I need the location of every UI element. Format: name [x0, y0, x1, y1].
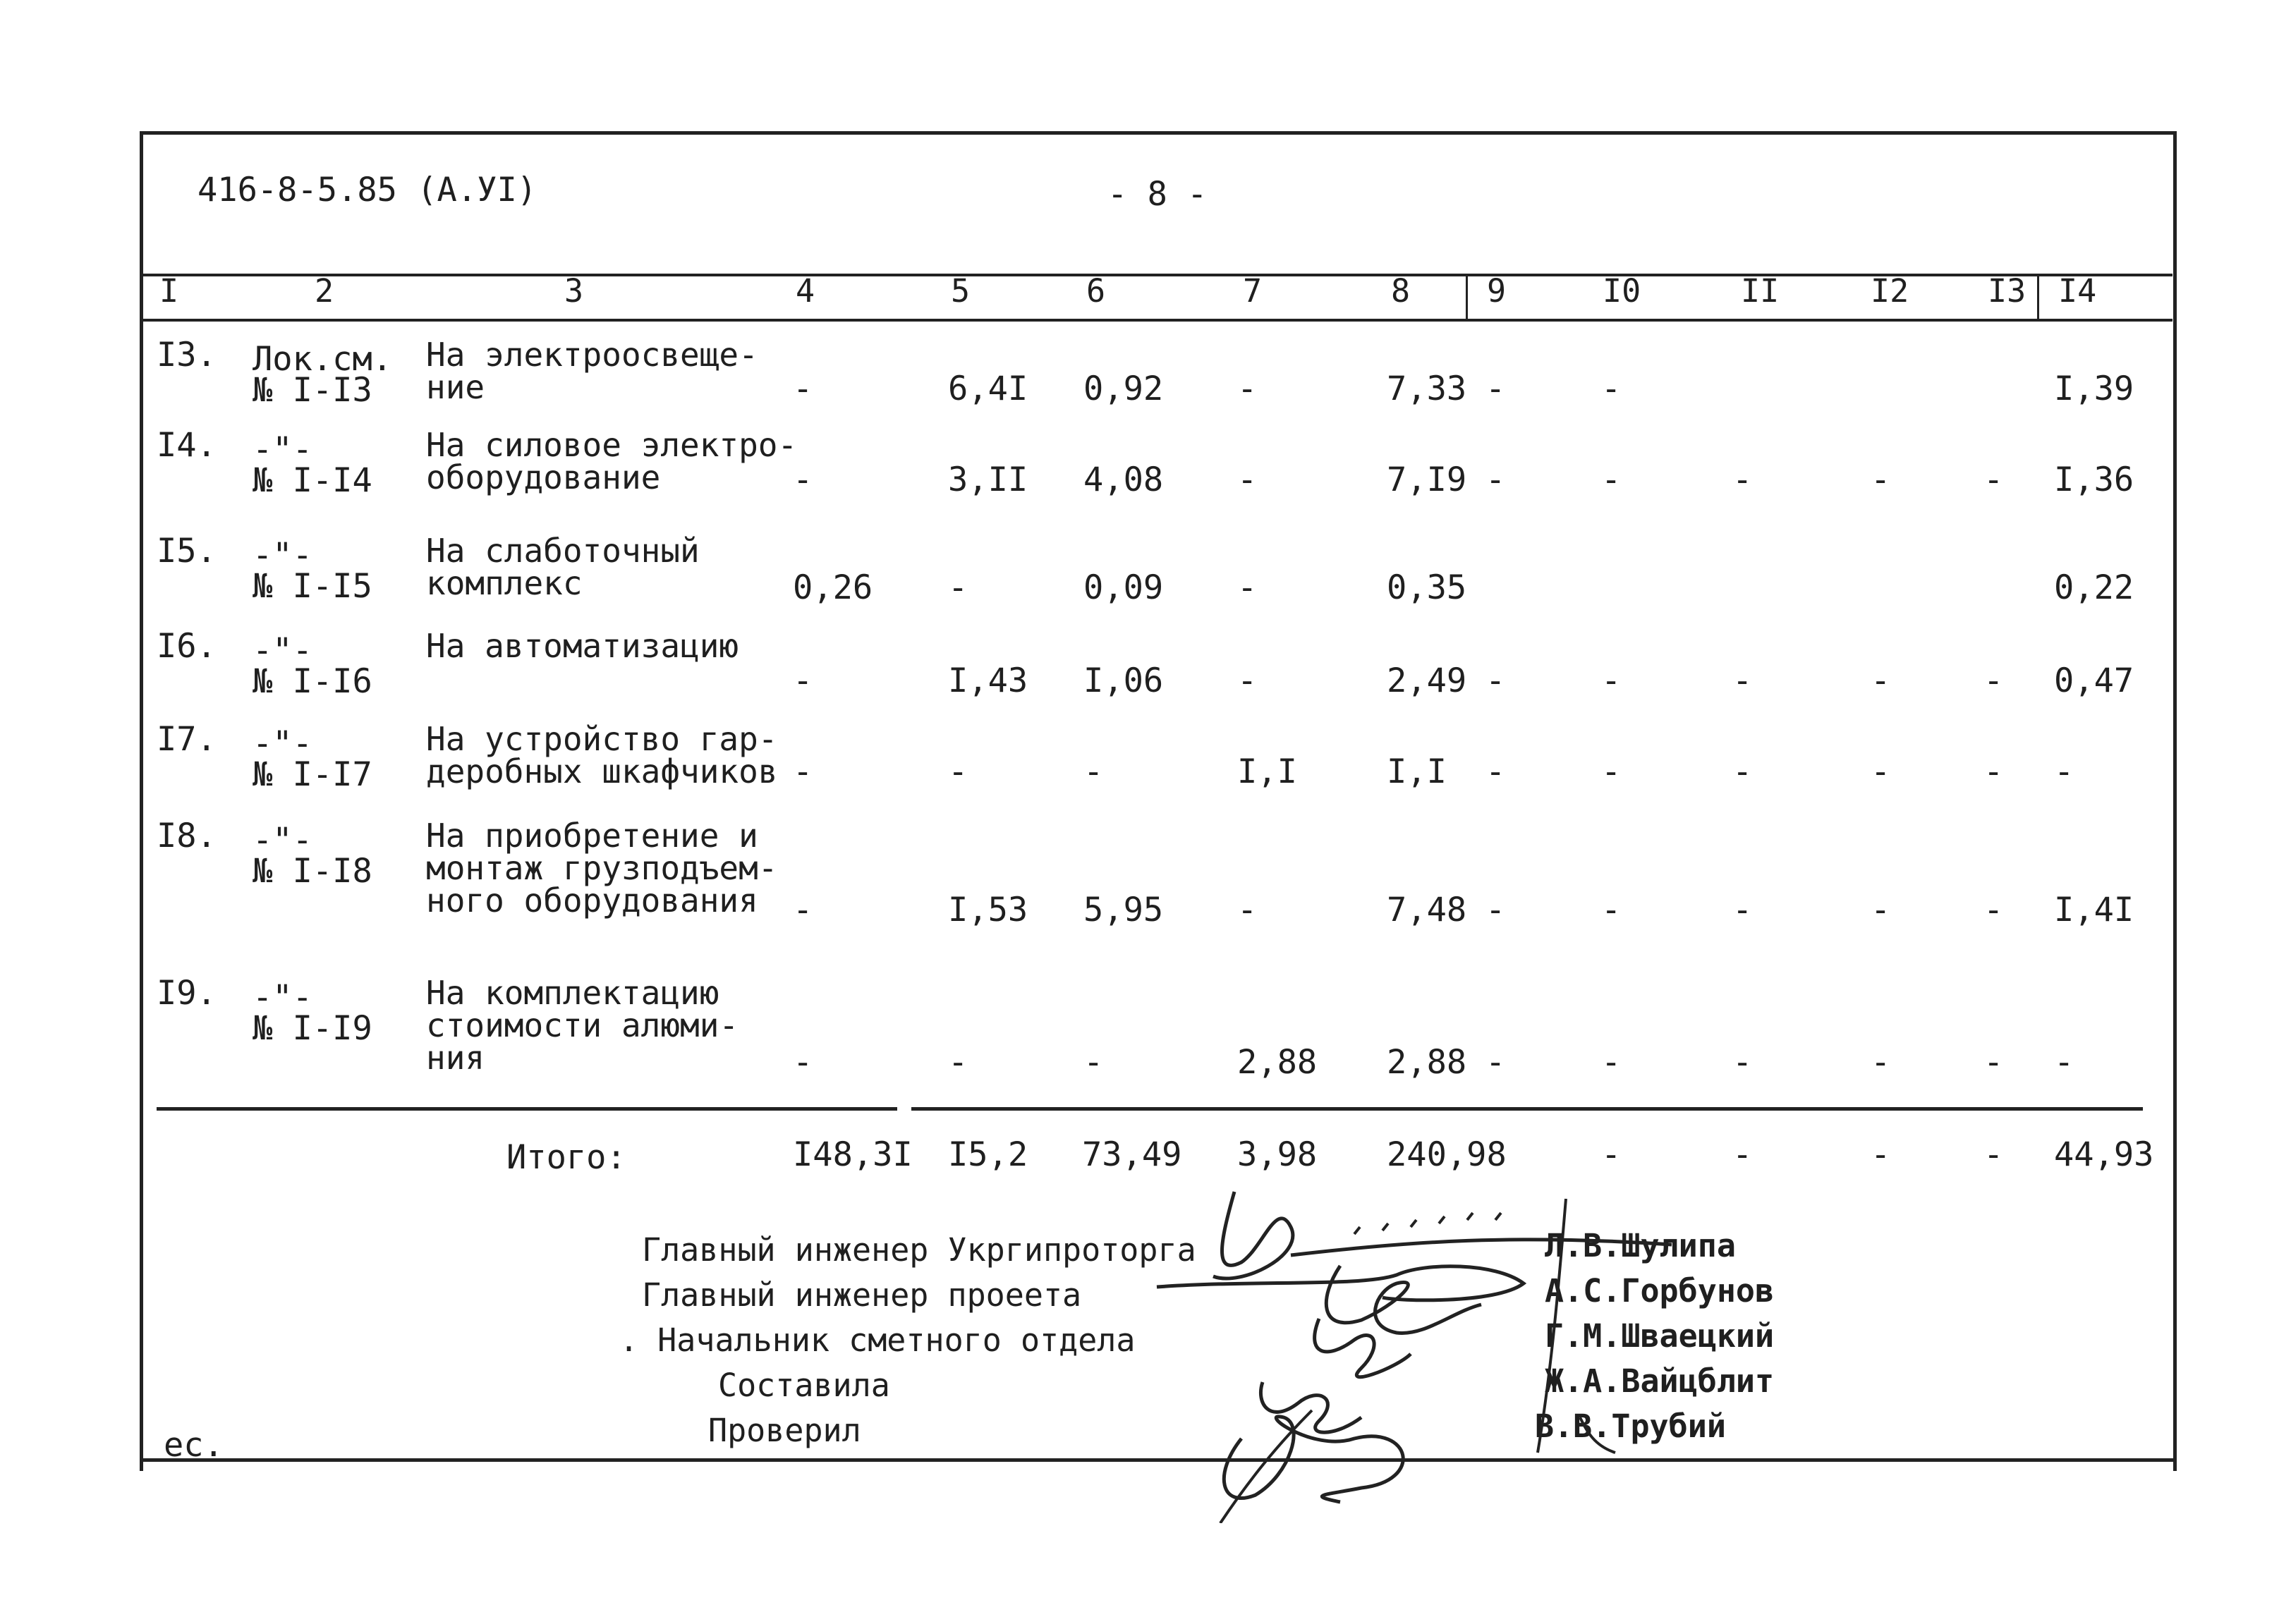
- cell-c9: -: [1485, 661, 1506, 700]
- cell-c10: -: [1601, 1043, 1622, 1082]
- cell-c8: 2,49: [1387, 661, 1467, 700]
- cell-c8: 0,35: [1387, 568, 1467, 607]
- cell-c4: -: [793, 661, 813, 700]
- cell-c6: -: [1083, 1043, 1104, 1082]
- column-header: I: [159, 272, 179, 310]
- total-label: Итого:: [506, 1138, 626, 1177]
- row-number: I8.: [157, 817, 217, 855]
- cell-c11: -: [1732, 460, 1753, 499]
- signer-name: В.В.Трубий: [1535, 1408, 1726, 1445]
- cell-c8: 2,88: [1387, 1043, 1467, 1082]
- signer-title: Проверил: [708, 1412, 861, 1449]
- signer-name: Ж.А.Вайцблит: [1545, 1362, 1775, 1400]
- footer-mark: ес.: [164, 1426, 224, 1465]
- cell-c4: -: [793, 370, 813, 408]
- total-c7: 3,98: [1237, 1135, 1318, 1174]
- doc-code: 416-8-5.85 (А.УI): [198, 171, 537, 209]
- cell-c7: -: [1237, 891, 1258, 929]
- estimate-ref: -"-: [253, 631, 312, 670]
- cell-c4: -: [793, 1043, 813, 1082]
- cell-c7: I,I: [1237, 752, 1297, 791]
- cell-c8: 7,48: [1387, 891, 1467, 929]
- cell-c5: -: [948, 568, 968, 607]
- column-header: 5: [951, 272, 971, 310]
- estimate-number: № I-I4: [253, 461, 372, 500]
- cell-c7: -: [1237, 460, 1258, 499]
- estimate-ref: Лок.см.: [253, 340, 393, 379]
- cell-c11: -: [1732, 1043, 1753, 1082]
- estimate-number: № I-I8: [253, 852, 372, 891]
- cell-c4: 0,26: [793, 568, 873, 607]
- cell-c10: -: [1601, 752, 1622, 791]
- cell-c11: -: [1732, 891, 1753, 929]
- cell-c4: -: [793, 891, 813, 929]
- column-separator: [2037, 276, 2039, 320]
- cell-c4: -: [793, 752, 813, 791]
- work-description: На электроосвеще- ние: [426, 336, 758, 406]
- estimate-number: № I-I7: [253, 755, 372, 794]
- signer-title: Главный инженер Укргипроторга: [642, 1231, 1196, 1269]
- cell-c14: I,36: [2054, 460, 2134, 499]
- total-c12: -: [1871, 1135, 1891, 1174]
- column-header: 4: [796, 272, 815, 310]
- cell-c11: -: [1732, 661, 1753, 700]
- cell-c6: 5,95: [1083, 891, 1164, 929]
- cell-c8: 7,I9: [1387, 460, 1467, 499]
- cell-c10: -: [1601, 460, 1622, 499]
- handwritten-signatures: [1129, 1156, 1763, 1523]
- estimate-ref: -"-: [253, 978, 312, 1017]
- signer-title: Составила: [718, 1367, 890, 1404]
- cell-c14: -: [2054, 752, 2074, 791]
- cell-c14: I,39: [2054, 370, 2134, 408]
- total-c10: -: [1601, 1135, 1622, 1174]
- row-number: I9.: [157, 974, 217, 1013]
- cell-c8: I,I: [1387, 752, 1447, 791]
- total-c5: I5,2: [948, 1135, 1028, 1174]
- cell-c9: -: [1485, 460, 1506, 499]
- work-description: На слаботочный комплекс: [426, 532, 700, 602]
- estimate-ref: -"-: [253, 724, 312, 763]
- total-c6: 73,49: [1082, 1135, 1182, 1174]
- cell-c13: -: [1983, 752, 2004, 791]
- column-header: I0: [1603, 272, 1641, 310]
- cell-c13: -: [1983, 891, 2004, 929]
- cell-c8: 7,33: [1387, 370, 1467, 408]
- column-header: 7: [1243, 272, 1263, 310]
- work-description: На комплектацию стоимости алюми- ния: [426, 974, 739, 1077]
- cell-c14: I,4I: [2054, 891, 2134, 929]
- cell-c6: I,06: [1083, 661, 1164, 700]
- estimate-number: № I-I3: [253, 371, 372, 410]
- cell-c12: -: [1871, 661, 1891, 700]
- estimate-number: № I-I6: [253, 662, 372, 701]
- cell-c12: -: [1871, 891, 1891, 929]
- row-number: I3.: [157, 336, 217, 374]
- cell-c12: -: [1871, 1043, 1891, 1082]
- column-header: 2: [315, 272, 334, 310]
- signer-title: . Начальник сметного отдела: [619, 1321, 1136, 1359]
- estimate-number: № I-I9: [253, 1009, 372, 1048]
- row-number: I4.: [157, 426, 217, 465]
- cell-c7: -: [1237, 568, 1258, 607]
- cell-c11: -: [1732, 752, 1753, 791]
- cell-c7: -: [1237, 661, 1258, 700]
- total-c11: -: [1732, 1135, 1753, 1174]
- cell-c7: 2,88: [1237, 1043, 1318, 1082]
- cell-c7: -: [1237, 370, 1258, 408]
- cell-c9: -: [1485, 370, 1506, 408]
- cell-c5: I,53: [948, 891, 1028, 929]
- signer-name: Г.М.Шваецкий: [1545, 1317, 1775, 1355]
- cell-c9: -: [1485, 891, 1506, 929]
- cell-c6: 4,08: [1083, 460, 1164, 499]
- cell-c10: -: [1601, 370, 1622, 408]
- column-header: 9: [1487, 272, 1507, 310]
- cell-c12: -: [1871, 752, 1891, 791]
- total-rule: [157, 1107, 897, 1111]
- header-rule-bottom: [140, 319, 2172, 322]
- row-number: I5.: [157, 532, 217, 570]
- cell-c14: -: [2054, 1043, 2074, 1082]
- row-number: I6.: [157, 627, 217, 666]
- column-header: II: [1741, 272, 1780, 310]
- cell-c9: -: [1485, 1043, 1506, 1082]
- page-number: - 8 -: [1107, 175, 1208, 214]
- cell-c6: 0,09: [1083, 568, 1164, 607]
- estimate-number: № I-I5: [253, 567, 372, 606]
- cell-c5: -: [948, 752, 968, 791]
- column-header: I4: [2058, 272, 2097, 310]
- total-c4: I48,3I: [793, 1135, 913, 1174]
- signer-name: Л.В.Шулипа: [1545, 1227, 1736, 1264]
- cell-c5: 6,4I: [948, 370, 1028, 408]
- cell-c4: -: [793, 460, 813, 499]
- cell-c10: -: [1601, 891, 1622, 929]
- work-description: На устройство гар- деробных шкафчиков: [426, 720, 778, 790]
- cell-c13: -: [1983, 1043, 2004, 1082]
- work-description: На приобретение и монтаж грузподъем- ного оборудования: [426, 817, 778, 920]
- cell-c5: 3,II: [948, 460, 1028, 499]
- cell-c12: -: [1871, 460, 1891, 499]
- header-rule-top: [140, 274, 2172, 276]
- cell-c10: -: [1601, 661, 1622, 700]
- cell-c14: 0,22: [2054, 568, 2134, 607]
- cell-c13: -: [1983, 661, 2004, 700]
- cell-c5: I,43: [948, 661, 1028, 700]
- row-number: I7.: [157, 720, 217, 759]
- total-c14: 44,93: [2054, 1135, 2154, 1174]
- column-header: 3: [564, 272, 584, 310]
- cell-c13: -: [1983, 460, 2004, 499]
- work-description: На автоматизацию: [426, 627, 739, 665]
- cell-c6: -: [1083, 752, 1104, 791]
- total-rule: [911, 1107, 2143, 1111]
- column-header: 6: [1086, 272, 1106, 310]
- column-header: I2: [1871, 272, 1909, 310]
- total-c13: -: [1983, 1135, 2004, 1174]
- estimate-ref: -"-: [253, 821, 312, 860]
- estimate-ref: -"-: [253, 430, 312, 469]
- cell-c5: -: [948, 1043, 968, 1082]
- estimate-ref: -"-: [253, 536, 312, 575]
- cell-c9: -: [1485, 752, 1506, 791]
- column-header: 8: [1391, 272, 1411, 310]
- column-header: I3: [1988, 272, 2026, 310]
- cell-c14: 0,47: [2054, 661, 2134, 700]
- column-separator: [1466, 276, 1468, 320]
- signer-title: Главный инженер проеета: [642, 1276, 1082, 1314]
- signer-name: А.С.Горбунов: [1545, 1272, 1775, 1309]
- total-c8: 240,98: [1387, 1135, 1507, 1174]
- cell-c6: 0,92: [1083, 370, 1164, 408]
- work-description: На силовое электро- оборудование: [426, 426, 798, 496]
